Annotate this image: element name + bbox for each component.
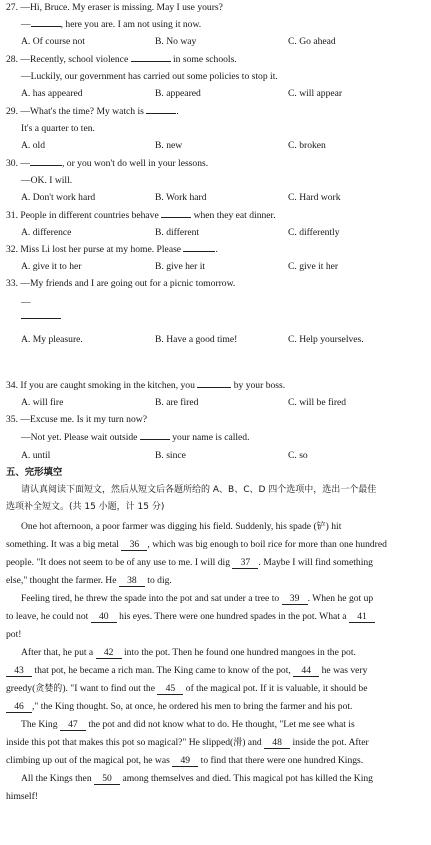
- section-title: 五、完形填空: [6, 467, 63, 478]
- q30-stem-before: 30. —: [6, 158, 30, 169]
- q31-option-b: B. different: [155, 227, 200, 238]
- q30-option-a: A. Don't work hard: [21, 192, 96, 203]
- q29-option-a: A. old: [21, 140, 45, 151]
- passage-text: to leave, he could not: [6, 611, 89, 622]
- blank: [146, 113, 176, 114]
- passage-text: greedy(: [6, 683, 36, 694]
- passage-text: something. It was a big metal: [6, 539, 119, 550]
- q28-stem-before: 28. —Recently, school violence: [6, 54, 129, 65]
- blank: [197, 387, 231, 388]
- passage-line: [6, 791, 38, 802]
- passage-text: he was very: [321, 665, 368, 676]
- passage-text: One hot afternoon, a poor farmer was digging his field. Suddenly, his spade (: [21, 521, 317, 532]
- q28-stem: [6, 54, 237, 65]
- blank-50: 50: [94, 774, 120, 785]
- passage-line: [6, 557, 373, 569]
- q29-stem-after: .: [176, 106, 179, 117]
- q35-reply-after: your name is called.: [172, 432, 250, 443]
- q34-stem: [6, 380, 285, 391]
- q35-stem: 35. —Excuse me. Is it my turn now?: [6, 414, 147, 425]
- q32-stem: [6, 244, 218, 255]
- passage-text: that pot, he became a rich man. The King came to know of the pot,: [34, 665, 291, 676]
- q27-option-b: B. No way: [155, 36, 197, 47]
- q33-reply: [21, 297, 31, 308]
- q31-stem-before: 31. People in different countries behave: [6, 210, 159, 221]
- passage-text: climbing up out of the magical pot, he was: [6, 755, 170, 766]
- q35-reply: [21, 432, 250, 443]
- passage-line: [6, 755, 363, 767]
- passage-text: himself!: [6, 791, 38, 802]
- passage-text: inside the pot. After: [292, 737, 369, 748]
- q34-stem-before: 34. If you are caught smoking in the kitchen, you: [6, 380, 195, 391]
- q27-reply: — , here you are. I am not using it now.: [21, 19, 202, 30]
- q28-stem-after: in some schools.: [173, 54, 237, 65]
- passage-text: All the Kings then: [21, 773, 92, 784]
- q27-option-a: A. Of course not: [21, 36, 85, 47]
- passage-line: [21, 647, 356, 659]
- passage-line: [6, 539, 387, 551]
- passage-text: The King: [21, 719, 58, 730]
- q35-option-c: C. so: [288, 450, 308, 461]
- passage-text: else," thought the farmer. He: [6, 575, 117, 586]
- blank: [31, 26, 61, 27]
- blank-44: 44: [293, 666, 319, 677]
- q33-option-a: A. My pleasure.: [21, 334, 83, 345]
- passage-text: pot!: [6, 629, 22, 640]
- passage-text: . When he got up: [307, 593, 374, 604]
- q28-reply: —Luckily, our government has carried out some policies to stop it.: [21, 71, 278, 82]
- passage-text: ) and: [242, 737, 262, 748]
- blank-40: 40: [91, 612, 117, 623]
- passage-line: [6, 683, 367, 695]
- q28-option-c: C. will appear: [288, 88, 343, 99]
- q28-option-b: B. appeared: [155, 88, 201, 99]
- passage-line: [21, 521, 341, 533]
- q29-reply: It's a quarter to ten.: [21, 123, 95, 134]
- section-instructions-line1: 请认真阅读下面短文，然后从短文后各题所给的 A、B、C、D 四个选项中，选出一个最佳: [21, 485, 377, 495]
- passage-text: Feeling tired, he threw the spade into the pot and sat under a tree to: [21, 593, 280, 604]
- blank-46: 46: [6, 702, 32, 713]
- q31-option-c: C. differently: [288, 227, 340, 238]
- q34-option-c: C. will be fired: [288, 397, 347, 408]
- q33-reply-dash: —: [21, 297, 31, 308]
- q35-reply-before: —Not yet. Please wait outside: [21, 432, 138, 443]
- q30-stem: [6, 158, 208, 169]
- q27-stem: 27. —Hi, Bruce. My eraser is missing. May I use yours?: [6, 2, 223, 13]
- passage-text: the pot and did not know what to do. He thought, "Let me see what is: [88, 719, 355, 730]
- passage-text: ). "I want to find out the: [62, 683, 155, 694]
- blank-43: 43: [6, 666, 32, 677]
- passage-text: to dig.: [147, 575, 172, 586]
- q32-stem-before: 32. Miss Li lost her purse at my home. Please: [6, 244, 182, 255]
- passage-line: [6, 737, 369, 749]
- passage-text: his eyes. There were one hundred spades in the pot. What a: [119, 611, 347, 622]
- q34-option-a: A. will fire: [21, 397, 64, 408]
- passage-text: to find that there were one hundred Kings.: [200, 755, 364, 766]
- blank-38: 38: [119, 576, 145, 587]
- passage-text: among themselves and died. This magical pot has killed the King: [122, 773, 373, 784]
- passage-line: [21, 593, 373, 605]
- blank-48: 48: [264, 738, 290, 749]
- passage-text: After that, he put a: [21, 647, 94, 658]
- q35-option-a: A. until: [21, 450, 51, 461]
- q33-option-c: C. Help yourselves.: [288, 334, 364, 345]
- blank-36: 36: [121, 540, 147, 551]
- q33-blank: [21, 311, 61, 322]
- blank-42: 42: [96, 648, 122, 659]
- q29-option-b: B. new: [155, 140, 183, 151]
- q34-option-b: B. are fired: [155, 397, 199, 408]
- passage-gloss: 贪婪的: [35, 684, 63, 694]
- q30-stem-after: , or you won't do well in your lessons.: [61, 158, 209, 169]
- blank: [183, 251, 215, 252]
- blank: [161, 217, 191, 218]
- blank: [140, 439, 170, 440]
- blank-39: 39: [282, 594, 308, 605]
- q35-option-b: B. since: [155, 450, 186, 461]
- blank-47: 47: [60, 720, 86, 731]
- q30-option-b: B. Work hard: [155, 192, 207, 203]
- q28-option-a: A. has appeared: [21, 88, 83, 99]
- section-instructions-line2: 选项补全短文。(共 15 小题，计 15 分): [6, 502, 165, 512]
- q33-option-b: B. Have a good time!: [155, 334, 238, 345]
- passage-line: [6, 701, 352, 713]
- passage-text: ) hit: [325, 521, 342, 532]
- blank-41: 41: [349, 612, 375, 623]
- passage-text: , which was big enough to boil rice for more than one hundred: [147, 539, 387, 550]
- passage-line: [6, 629, 21, 640]
- q33-stem: 33. —My friends and I are going out for a picnic tomorrow.: [6, 278, 236, 289]
- q32-option-b: B. give her it: [155, 261, 206, 272]
- q32-option-c: C. give it her: [288, 261, 339, 272]
- q31-stem: [6, 210, 276, 221]
- blank: [21, 318, 61, 319]
- q31-stem-after: when they eat dinner.: [193, 210, 276, 221]
- blank: [30, 165, 62, 166]
- blank-37: 37: [232, 558, 258, 569]
- passage-line: [6, 611, 375, 623]
- q29-stem: [6, 106, 179, 117]
- passage-text: people. "It does not seem to be of any use to me. I will dig: [6, 557, 230, 568]
- passage-gloss: 滑: [233, 738, 243, 748]
- passage-line: [21, 773, 373, 785]
- q34-stem-after: by your boss.: [233, 380, 286, 391]
- passage-text: of the magical pot. If it is valuable, it should be: [185, 683, 368, 694]
- blank: [131, 61, 171, 62]
- passage-text: ," the King thought. So, at once, he ordered his men to bring the farmer and his pot.: [32, 701, 353, 712]
- q30-option-c: C. Hard work: [288, 192, 341, 203]
- passage-text: . Maybe I will find something: [258, 557, 373, 568]
- passage-line: [6, 665, 367, 677]
- q29-stem-before: 29. —What's the time? My watch is: [6, 106, 144, 117]
- q27-reply-text: , here you are. I am not using it now.: [60, 19, 202, 30]
- blank-45: 45: [157, 684, 183, 695]
- passage-gloss: 铲: [316, 522, 326, 532]
- q29-option-c: C. broken: [288, 140, 326, 151]
- blank-49: 49: [172, 756, 198, 767]
- q31-option-a: A. difference: [21, 227, 72, 238]
- q27-option-c: C. Go ahead: [288, 36, 336, 47]
- passage-text: into the pot. Then he found one hundred mangoes in the pot.: [124, 647, 356, 658]
- passage-line: [6, 575, 172, 587]
- q30-reply: —OK. I will.: [21, 175, 73, 186]
- passage-text: inside this pot that makes this pot so magical?" He slipped(: [6, 737, 234, 748]
- passage-line: [21, 719, 355, 731]
- q32-option-a: A. give it to her: [21, 261, 82, 272]
- q32-stem-after: .: [215, 244, 218, 255]
